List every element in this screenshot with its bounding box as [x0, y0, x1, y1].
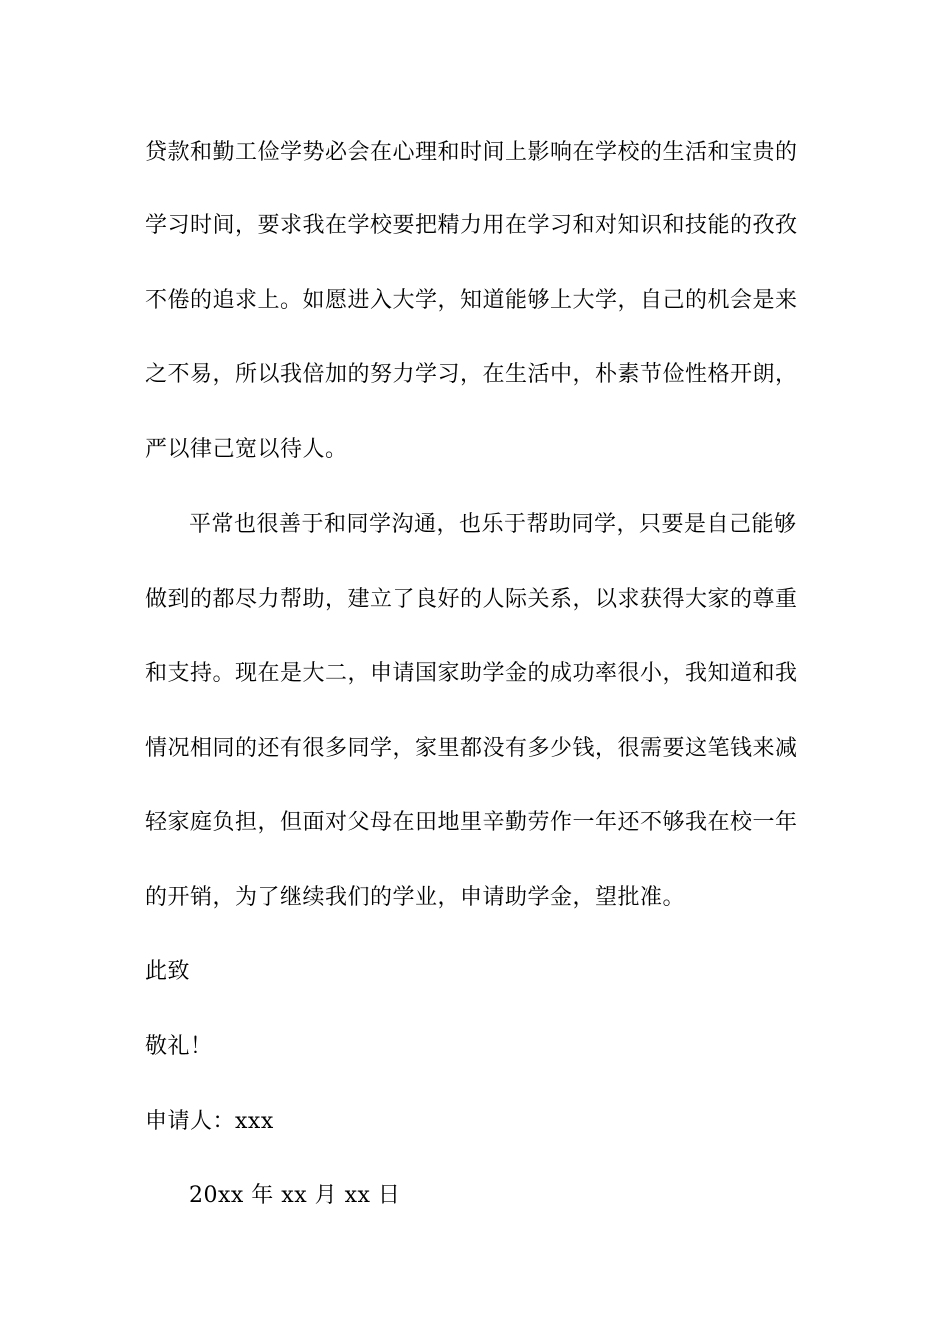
body-line: 情况相同的还有很多同学，家里都没有多少钱，很需要这笔钱来减 [145, 736, 798, 761]
paragraph-start-line: 平常也很善于和同学沟通，也乐于帮助同学，只要是自己能够 [189, 512, 797, 537]
applicant-signature: 申请人：xxx [145, 1109, 274, 1134]
body-line: 的开销，为了继续我们的学业，申请助学金，望批准。 [145, 885, 686, 910]
closing-salutation: 敬礼！ [145, 1034, 213, 1059]
body-line: 贷款和勤工俭学势必会在心理和时间上影响在学校的生活和宝贵的 [145, 140, 798, 165]
body-line: 之不易，所以我倍加的努力学习，在生活中，朴素节俭性格开朗， [145, 362, 798, 387]
body-line: 轻家庭负担，但面对父母在田地里辛勤劳作一年还不够我在校一年 [145, 810, 798, 835]
body-line: 不倦的追求上。如愿进入大学，知道能够上大学，自己的机会是来 [145, 288, 798, 313]
body-line: 做到的都尽力帮助，建立了良好的人际关系，以求获得大家的尊重 [145, 587, 798, 612]
body-line: 和支持。现在是大二，申请国家助学金的成功率很小，我知道和我 [145, 661, 798, 686]
body-line: 严以律己宽以待人。 [145, 437, 348, 462]
body-line: 学习时间，要求我在学校要把精力用在学习和对知识和技能的孜孜 [145, 213, 798, 238]
closing-greeting: 此致 [145, 959, 191, 984]
document-date: 20xx 年 xx 月 xx 日 [189, 1183, 401, 1208]
